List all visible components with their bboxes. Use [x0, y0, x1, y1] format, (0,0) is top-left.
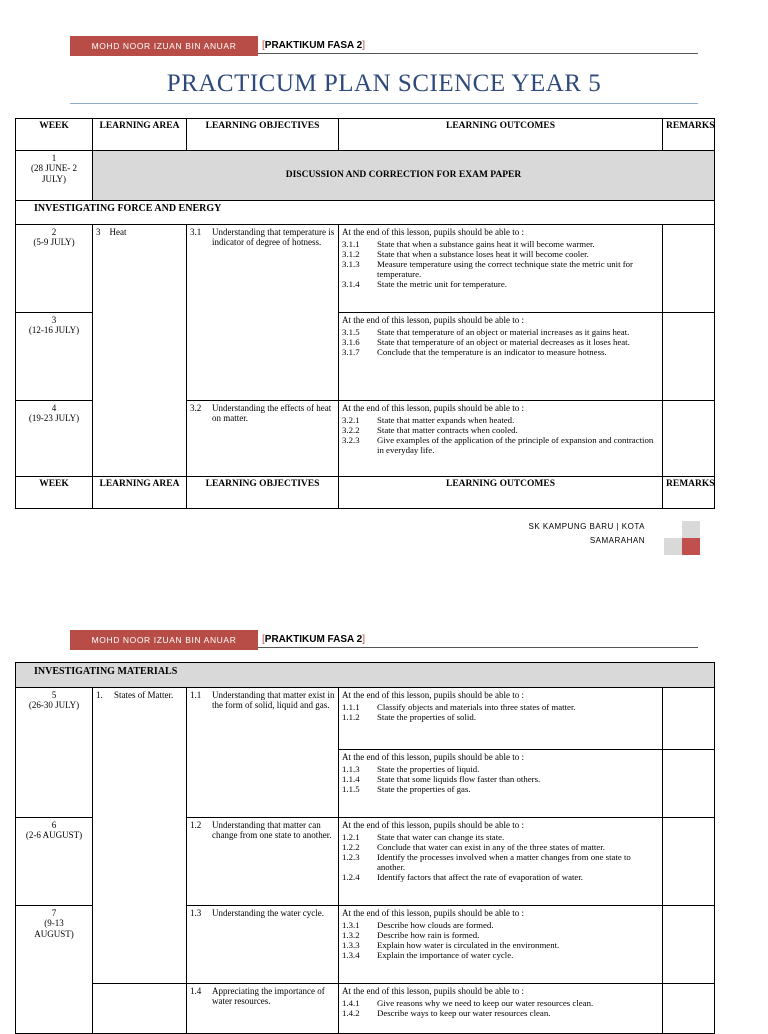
header-rule	[258, 647, 698, 648]
week-cell: 7 (9-13 AUGUST)	[16, 906, 93, 1034]
learning-area-cell	[93, 984, 187, 1034]
outcomes-cell: At the end of this lesson, pupils should be able to : 3.2.1 State that matter expands when heated. 3.2.2 State that matter contracts when cooled. 3.2.3 Give examples of the application of the principle of expansion and contraction in everyday life.	[339, 401, 663, 477]
footer-square-grey	[664, 538, 682, 555]
remarks-cell	[663, 401, 715, 477]
remarks-cell	[663, 313, 715, 401]
objective-cell: 3.1 Understanding that temperature is indicator of degree of hotness.	[187, 225, 339, 401]
exam-note: DISCUSSION AND CORRECTION FOR EXAM PAPER	[93, 151, 715, 201]
section-title: INVESTIGATING FORCE AND ENERGY	[16, 201, 715, 225]
outcomes-cell: At the end of this lesson, pupils should be able to : 1.3.1 Describe how clouds are formed. 1.3.2 Describe how rain is formed. 1.3.3 Explain how water is circulated in the environment. 1.3.4 Explain the importance of water cycle.	[339, 906, 663, 984]
phase-label: [PRAKTIKUM FASA 2]	[262, 634, 365, 645]
page-title: PRACTICUM PLAN SCIENCE YEAR 5	[166, 70, 602, 97]
col-remarks: REMARKS	[663, 477, 715, 509]
school-footer: SK KAMPUNG BARU | KOTA SAMARAHAN	[528, 522, 645, 545]
table-header-row	[16, 119, 715, 151]
footer-square-grey	[682, 521, 700, 538]
outcomes-cell: At the end of this lesson, pupils should be able to : 3.1.1 State that when a substance gains heat it will become warmer. 3.1.2 State that when a substance loses heat it will become cooler. 3.1.3 Measure temperature using the correct technique state the metric unit for temperature. 3.1.4 State the metric unit for temperature.	[339, 225, 663, 313]
col-outcomes: LEARNING OUTCOMES	[339, 119, 663, 151]
week-cell: 5 (26-30 JULY)	[16, 688, 93, 818]
remarks-cell	[663, 688, 715, 750]
remarks-cell	[663, 750, 715, 818]
footer-square-red	[682, 538, 700, 555]
plan-table-1	[15, 118, 715, 509]
title-rule	[70, 103, 698, 104]
outcomes-cell: At the end of this lesson, pupils should be able to : 1.1.3 State the properties of liquid. 1.1.4 State that some liquids flow faster than others. 1.1.5 State the properties of gas.	[339, 750, 663, 818]
week-cell: 6 (2-6 AUGUST)	[16, 818, 93, 906]
col-week: WEEK	[16, 119, 93, 151]
col-remarks: REMARKS	[663, 119, 715, 151]
col-objectives: LEARNING OBJECTIVES	[187, 477, 339, 509]
week-cell: 2 (5-9 JULY)	[16, 225, 93, 313]
author-name: MOHD NOOR IZUAN BIN ANUAR	[70, 36, 258, 56]
header-rule	[258, 53, 698, 54]
phase-label: [PRAKTIKUM FASA 2]	[262, 40, 365, 51]
table-row	[16, 984, 715, 1034]
remarks-cell	[663, 906, 715, 984]
outcomes-cell: At the end of this lesson, pupils should be able to : 3.1.5 State that temperature of an object or material increases as it gains heat. 3.1.6 State that temperature of an object or material decreases as it loses heat. 3.1.7 Conclude that the temperature is an indicator to measure hotness.	[339, 313, 663, 401]
table-row	[16, 151, 715, 201]
col-outcomes: LEARNING OUTCOMES	[339, 477, 663, 509]
outcomes-cell: At the end of this lesson, pupils should be able to : 1.4.1 Give reasons why we need to keep our water resources clean. 1.4.2 Describe ways to keep our water resources clean.	[339, 984, 663, 1034]
section-row	[16, 201, 715, 225]
col-area: LEARNING AREA	[93, 477, 187, 509]
section-row	[16, 663, 715, 688]
week-cell: 1 (28 JUNE- 2 JULY)	[16, 151, 93, 201]
plan-table-2	[15, 662, 715, 1034]
page-header	[70, 36, 698, 56]
learning-area-cell: 1. States of Matter.	[93, 688, 187, 984]
outcomes-cell: At the end of this lesson, pupils should be able to : 1.2.1 State that water can change its state. 1.2.2 Conclude that water can exist in any of the three states of matter. 1.2.3 Identify the processes involved when a matter changes from one state to another. 1.2.4 Identify factors that affect the rate of evaporation of water.	[339, 818, 663, 906]
objective-cell: 1.4 Appreciating the importance of water resources.	[187, 984, 339, 1034]
table-row	[16, 688, 715, 750]
table-row	[16, 225, 715, 313]
remarks-cell	[663, 225, 715, 313]
week-cell: 3 (12-16 JULY)	[16, 313, 93, 401]
objective-cell: 1.3 Understanding the water cycle.	[187, 906, 339, 984]
week-cell: 4 (19-23 JULY)	[16, 401, 93, 477]
objective-cell: 1.2 Understanding that matter can change from one state to another.	[187, 818, 339, 906]
objective-cell: 1.1 Understanding that matter exist in the form of solid, liquid and gas.	[187, 688, 339, 818]
learning-area-cell: 3 Heat	[93, 225, 187, 477]
col-week: WEEK	[16, 477, 93, 509]
col-objectives: LEARNING OBJECTIVES	[187, 119, 339, 151]
objective-cell: 3.2 Understanding the effects of heat on matter.	[187, 401, 339, 477]
outcomes-cell: At the end of this lesson, pupils should be able to : 1.1.1 Classify objects and materials into three states of matter. 1.1.2 State the properties of solid.	[339, 688, 663, 750]
col-area: LEARNING AREA	[93, 119, 187, 151]
table-footer-row	[16, 477, 715, 509]
section-title: INVESTIGATING MATERIALS	[16, 663, 715, 688]
page-header	[70, 630, 698, 650]
author-name: MOHD NOOR IZUAN BIN ANUAR	[70, 630, 258, 650]
remarks-cell	[663, 984, 715, 1034]
remarks-cell	[663, 818, 715, 906]
